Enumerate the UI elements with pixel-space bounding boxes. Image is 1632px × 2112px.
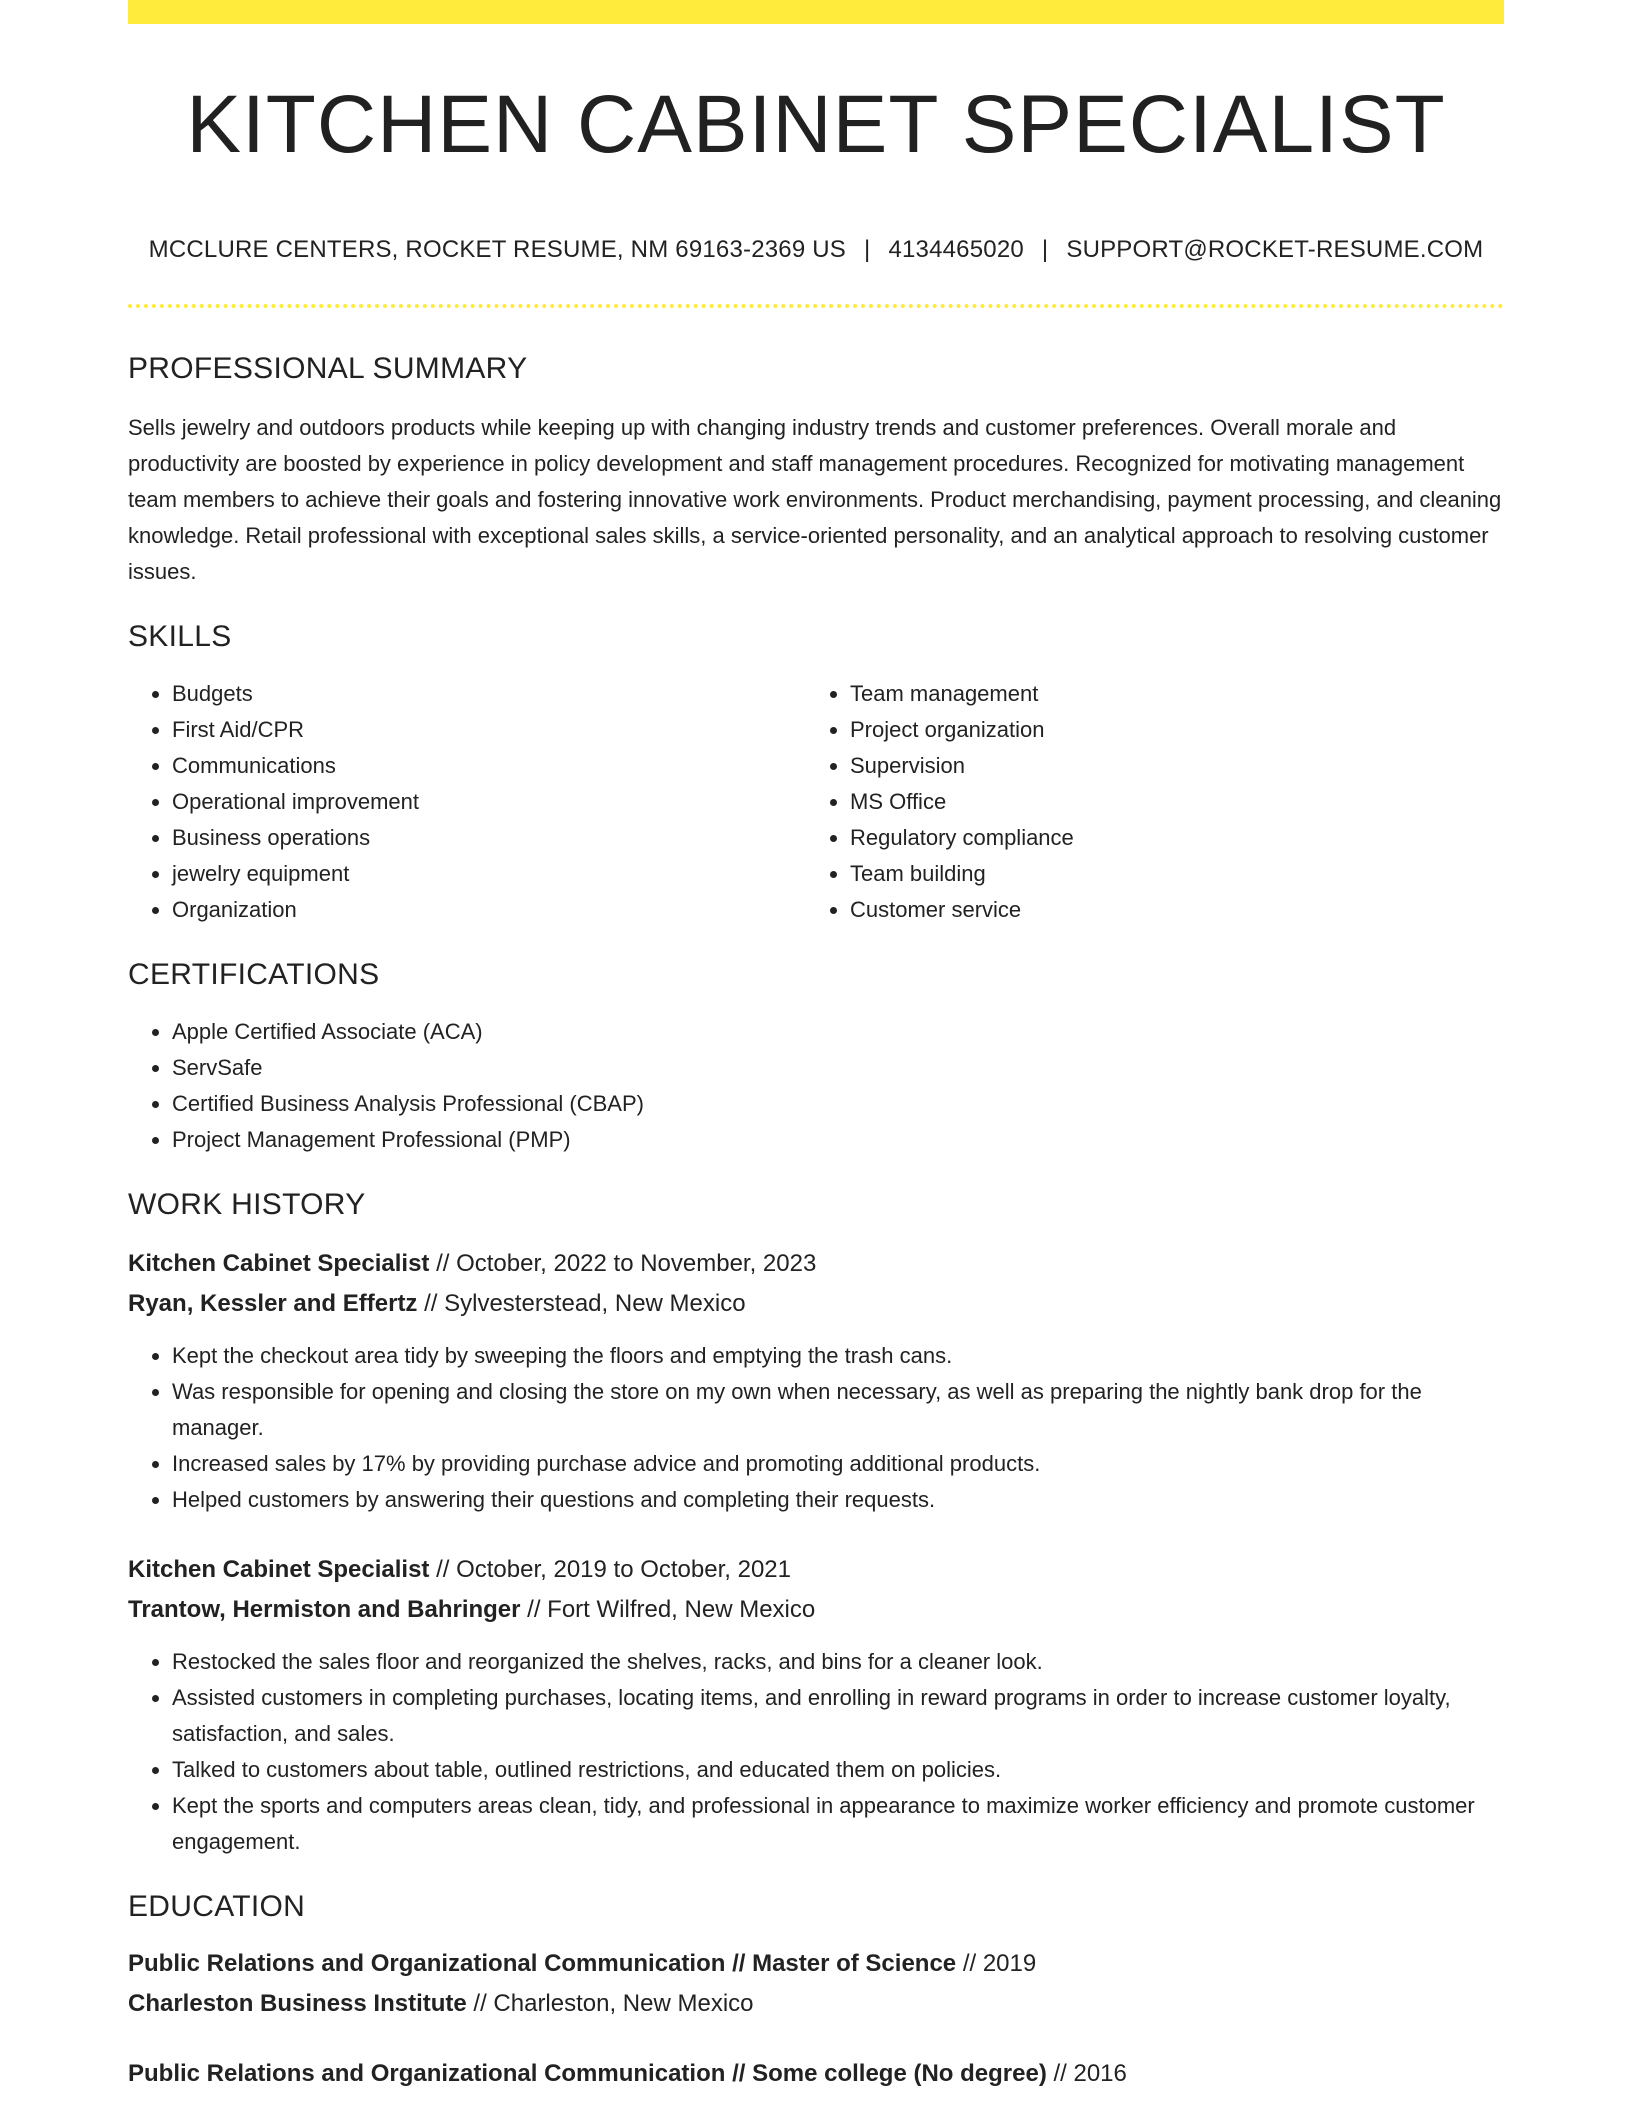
job-company-line: [128, 1590, 1504, 1630]
skill-item: • Organization: [172, 892, 806, 928]
job-company-line: [128, 1284, 1504, 1324]
summary-text: Sells jewelry and outdoors products while keeping up with changing industry trends and customer preferences. Overall morale and productivity are boosted by experience in policy development and staff management procedures. Recognized for motivating management team members to achieve their goals and fostering innovative work environments. Product merchandising, payment processing, and cleaning knowledge. Retail professional with exceptional sales skills, a service-oriented personality, and an analytical approach to resolving customer issues.: [128, 415, 1502, 584]
skills-heading: SKILLS: [128, 620, 232, 653]
contact-separator: |: [864, 236, 871, 263]
skill-item: • jewelry equipment: [172, 856, 806, 892]
contact-separator: |: [1041, 236, 1049, 263]
job-bullets: [128, 1338, 1504, 1518]
education-degree-line: [128, 2054, 1504, 2094]
skill-item: • Business operations: [172, 820, 806, 856]
top-accent-bar: [128, 0, 1504, 24]
job-entry: [128, 1550, 1504, 1860]
skill-item: • Supervision: [850, 748, 1484, 784]
education-location: // Charleston, New Mexico: [473, 1990, 754, 2017]
summary-heading: PROFESSIONAL SUMMARY: [128, 352, 528, 385]
job-company: Trantow, Hermiston and Bahringer: [128, 1596, 521, 1623]
job-bullet: • Kept the checkout area tidy by sweeping the floors and emptying the trash cans.: [172, 1338, 1504, 1374]
certifications-list: [128, 1014, 1504, 1158]
resume-name: KITCHEN CABINET SPECIALIST: [186, 79, 1446, 170]
job-bullet: • Talked to customers about table, outlined restrictions, and educated them on policies.: [172, 1752, 1504, 1788]
skill-item: • Communications: [172, 748, 806, 784]
education-degree-line: [128, 1944, 1504, 1984]
skills-column-1: [128, 676, 806, 928]
certification-item: • ServSafe: [172, 1050, 1504, 1086]
certification-item: • Certified Business Analysis Professional (CBAP): [172, 1086, 1504, 1122]
education-school: Charleston Business Institute: [128, 1990, 467, 2017]
job-dates: // October, 2019 to October, 2021: [436, 1556, 791, 1583]
education-year: // 2016: [1053, 2060, 1127, 2087]
contact-email: SUPPORT@ROCKET-RESUME.COM: [1066, 236, 1484, 263]
job-bullet: • Kept the sports and computers areas clean, tidy, and professional in appearance to maximize worker efficiency and promote customer engagement.: [172, 1788, 1504, 1860]
job-title-line: [128, 1244, 1504, 1284]
contact-address: MCCLURE CENTERS, ROCKET RESUME, NM 69163-2369 US: [148, 236, 846, 263]
skill-item: • Team management: [850, 676, 1484, 712]
skill-item: • Operational improvement: [172, 784, 806, 820]
job-dates: // October, 2022 to November, 2023: [436, 1250, 817, 1277]
work-history-heading: WORK HISTORY: [128, 1188, 366, 1221]
job-bullet: • Helped customers by answering their questions and completing their requests.: [172, 1482, 1504, 1518]
dotted-divider: [128, 304, 1504, 308]
job-bullets: [128, 1644, 1504, 1860]
resume-page: [128, 0, 1504, 2094]
skill-item: • Project organization: [850, 712, 1484, 748]
skill-item: • Regulatory compliance: [850, 820, 1484, 856]
job-title-line: [128, 1550, 1504, 1590]
job-bullet: • Restocked the sales floor and reorganized the shelves, racks, and bins for a cleaner look.: [172, 1644, 1504, 1680]
job-bullet: • Increased sales by 17% by providing purchase advice and promoting additional products.: [172, 1446, 1504, 1482]
job-role: Kitchen Cabinet Specialist: [128, 1556, 430, 1583]
education-year: // 2019: [962, 1950, 1037, 1977]
skills-column-2: [806, 676, 1484, 928]
certifications-heading: CERTIFICATIONS: [128, 958, 380, 991]
skill-item: • First Aid/CPR: [172, 712, 806, 748]
skill-item: • Budgets: [172, 676, 806, 712]
job-bullet: • Was responsible for opening and closing the store on my own when necessary, as well as preparing the nightly bank drop for the manager.: [172, 1374, 1504, 1446]
education-degree: Public Relations and Organizational Communication // Some college (No degree): [128, 2060, 1047, 2087]
job-location: // Fort Wilfred, New Mexico: [527, 1596, 816, 1623]
education-entry: [128, 1944, 1504, 2024]
education-heading: EDUCATION: [128, 1890, 306, 1923]
education-entry: [128, 2054, 1504, 2094]
contact-phone: 4134465020: [888, 236, 1024, 263]
skill-item: • Customer service: [850, 892, 1484, 928]
education-school-line: [128, 1984, 1504, 2024]
job-company: Ryan, Kessler and Effertz: [128, 1290, 418, 1317]
skill-item: • Team building: [850, 856, 1484, 892]
contact-line: [128, 236, 1504, 264]
job-role: Kitchen Cabinet Specialist: [128, 1250, 430, 1277]
skills-list: [128, 676, 1504, 928]
job-bullet: • Assisted customers in completing purchases, locating items, and enrolling in reward programs in order to increase customer loyalty, satisfaction, and sales.: [172, 1680, 1504, 1752]
certification-item: • Apple Certified Associate (ACA): [172, 1014, 1504, 1050]
job-location: // Sylvesterstead, New Mexico: [424, 1290, 746, 1317]
certification-item: • Project Management Professional (PMP): [172, 1122, 1504, 1158]
education-degree: Public Relations and Organizational Communication // Master of Science: [128, 1950, 957, 1977]
job-entry: [128, 1244, 1504, 1518]
skill-item: • MS Office: [850, 784, 1484, 820]
